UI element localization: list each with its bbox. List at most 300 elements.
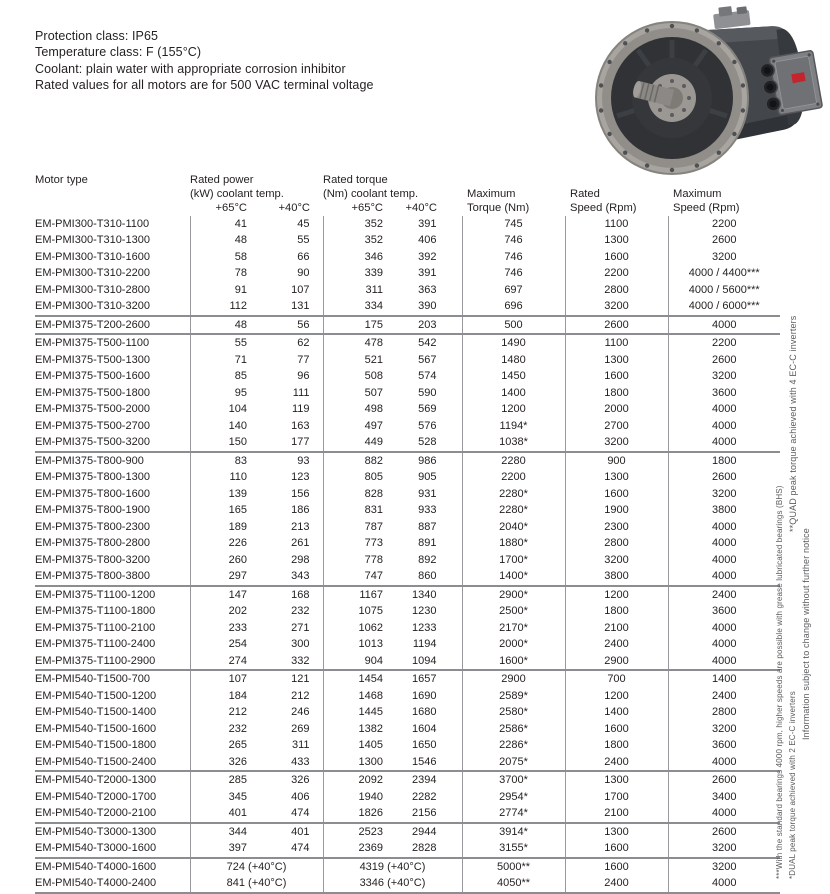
value-cell: 203	[395, 316, 462, 335]
value-cell: 1600	[565, 721, 668, 738]
value-cell: 1600	[565, 249, 668, 266]
value-cell: 3700*	[462, 771, 565, 789]
value-cell: 345	[228, 790, 247, 803]
value-cell: 500	[462, 316, 565, 335]
value-cell: 1230	[395, 603, 462, 620]
value-cell: 334	[364, 300, 383, 313]
table-row	[35, 452, 780, 470]
table-row	[35, 469, 780, 486]
value-cell: 2800	[565, 535, 668, 552]
value-cell: 1405	[358, 739, 383, 752]
value-cell: 45	[260, 216, 323, 233]
value-cell: 931	[395, 486, 462, 503]
value-cell: 1800	[565, 603, 668, 620]
value-cell: 1900	[565, 502, 668, 519]
value-cell: 156	[260, 486, 323, 503]
motor-type-cell: EM-PMI375-T800-900	[35, 452, 190, 470]
value-cell: 1194*	[462, 418, 565, 435]
value-cell: 406	[260, 789, 323, 806]
value-cell: 1800	[668, 452, 780, 470]
value-cell: 1300	[358, 755, 383, 768]
col-max-torque: Maximum	[467, 187, 516, 200]
value-cell: 326	[228, 755, 247, 768]
value-cell: 147	[190, 586, 260, 604]
value-cell: 3200	[565, 434, 668, 452]
value-cell: 71	[234, 353, 247, 366]
motor-type-cell: EM-PMI375-T1100-1800	[35, 603, 190, 620]
value-cell: 260	[228, 553, 247, 566]
value-cell: 887	[395, 519, 462, 536]
value-cell: 2600	[668, 823, 780, 841]
value-cell: 311	[260, 737, 323, 754]
value-cell: 1300	[565, 352, 668, 369]
value-cell: 2580*	[462, 704, 565, 721]
motor-type-cell: EM-PMI375-T1100-2400	[35, 636, 190, 653]
value-cell: 528	[395, 434, 462, 452]
value-cell: 1800	[565, 385, 668, 402]
table-row	[35, 418, 780, 435]
table-row	[35, 805, 780, 823]
col-rated-power: Rated power	[190, 174, 254, 186]
value-cell: 2586*	[462, 721, 565, 738]
value-cell: 2800	[712, 706, 737, 719]
value-cell: 2280*	[462, 486, 565, 503]
value-cell: 1600*	[462, 653, 565, 671]
value-cell: 1200	[565, 688, 668, 705]
value-cell: 2600	[712, 471, 737, 484]
value-cell: 3200	[712, 487, 737, 500]
table-row	[35, 265, 780, 282]
value-cell: 1800	[565, 737, 668, 754]
value-cell: 569	[395, 401, 462, 418]
value-cell: 1600	[565, 858, 668, 876]
value-cell: 2040*	[462, 519, 565, 536]
table-row	[35, 352, 780, 369]
value-cell: 724 (+40°C)	[190, 858, 323, 876]
value-cell: 2200	[668, 334, 780, 352]
value-cell: 4000	[712, 419, 737, 432]
value-cell: 805	[364, 471, 383, 484]
value-cell: 778	[364, 553, 383, 566]
value-cell: 1700*	[462, 552, 565, 569]
value-cell: 2600	[712, 234, 737, 247]
value-cell: 1075	[358, 605, 383, 618]
motor-group-3	[35, 452, 780, 586]
value-cell: 48	[190, 316, 260, 335]
footnote-info-notice: Information subject to change without further notice	[801, 528, 811, 740]
value-cell: 746	[462, 249, 565, 266]
value-cell: 2156	[395, 805, 462, 823]
value-cell: 4000 / 4400***	[688, 267, 760, 280]
table-row	[35, 298, 780, 316]
value-cell: 2944	[395, 823, 462, 841]
value-cell: 567	[395, 352, 462, 369]
value-cell: 1200	[462, 401, 565, 418]
value-cell: 2300	[565, 519, 668, 536]
motor-group-0	[35, 216, 780, 316]
value-cell: 2200	[565, 265, 668, 282]
table-row	[35, 789, 780, 806]
col-max-speed: Maximum	[673, 187, 722, 200]
value-cell: 1100	[565, 216, 668, 233]
motor-type-cell: EM-PMI375-T1100-2900	[35, 653, 190, 671]
value-cell: 271	[260, 620, 323, 637]
value-cell: 1400	[565, 704, 668, 721]
table-row	[35, 840, 780, 858]
value-cell: 213	[260, 519, 323, 536]
rated-values-line: Rated values for all motors are for 500 VAC terminal voltage	[35, 78, 374, 93]
value-cell: 107	[190, 670, 260, 688]
value-cell: 246	[260, 704, 323, 721]
table-row	[35, 653, 780, 671]
value-cell: 697	[462, 282, 565, 299]
col-max-speed-unit: Speed (Rpm)	[673, 201, 740, 214]
value-cell: 119	[260, 401, 323, 418]
value-cell: 2600	[668, 771, 780, 789]
value-cell: 2200	[462, 469, 565, 486]
motor-type-cell: EM-PMI375-T800-2800	[35, 535, 190, 552]
motor-type-cell: EM-PMI300-T310-3200	[35, 298, 190, 316]
value-cell: 140	[228, 419, 247, 432]
value-cell: 892	[395, 552, 462, 569]
value-cell: 363	[395, 282, 462, 299]
value-cell: 391	[395, 216, 462, 233]
table-row	[35, 401, 780, 418]
value-cell: 177	[260, 434, 323, 452]
value-cell: 3914*	[462, 823, 565, 841]
value-cell: 2400	[565, 636, 668, 653]
value-cell: 497	[364, 419, 383, 432]
spec-table	[35, 174, 780, 894]
value-cell: 326	[260, 771, 323, 789]
value-cell: 397	[228, 842, 247, 855]
value-cell: 56	[260, 316, 323, 335]
value-cell: 2828	[395, 840, 462, 858]
value-cell: 4000	[712, 436, 737, 449]
table-row	[35, 688, 780, 705]
value-cell: 261	[260, 535, 323, 552]
value-cell: 1468	[358, 689, 383, 702]
value-cell: 232	[228, 722, 247, 735]
value-cell: 1233	[395, 620, 462, 637]
value-cell: 2100	[565, 805, 668, 823]
value-cell: 226	[228, 537, 247, 550]
col-power-65: +65°C	[215, 201, 247, 214]
value-cell: 343	[260, 568, 323, 586]
value-cell: 344	[190, 823, 260, 841]
motor-front-face	[596, 22, 748, 174]
value-cell: 163	[260, 418, 323, 435]
table-row	[35, 875, 780, 893]
value-cell: 2170*	[462, 620, 565, 637]
table-row	[35, 771, 780, 789]
value-cell: 110	[229, 471, 247, 484]
value-cell: 165	[228, 504, 247, 517]
value-cell: 2700	[565, 418, 668, 435]
table-row	[35, 586, 780, 604]
motor-type-cell: EM-PMI375-T500-2700	[35, 418, 190, 435]
value-cell: 2394	[395, 771, 462, 789]
value-cell: 787	[364, 520, 383, 533]
value-cell: 3200	[712, 370, 737, 383]
value-cell: 2900	[565, 653, 668, 671]
table-row	[35, 823, 780, 841]
table-row	[35, 368, 780, 385]
value-cell: 1600	[565, 840, 668, 858]
table-row	[35, 385, 780, 402]
value-cell: 2954*	[462, 789, 565, 806]
motor-type-cell: EM-PMI540-T1500-2400	[35, 754, 190, 772]
motor-type-cell: EM-PMI540-T2000-1300	[35, 771, 190, 789]
value-cell: 449	[364, 436, 383, 449]
table-row	[35, 502, 780, 519]
col-power-40: +40°C	[278, 201, 310, 214]
table-row	[35, 334, 780, 352]
value-cell: 121	[260, 670, 323, 688]
value-cell: 2900*	[462, 586, 565, 604]
value-cell: 298	[260, 552, 323, 569]
value-cell: 4050**	[462, 875, 565, 893]
value-cell: 1450	[462, 368, 565, 385]
value-cell: 3600	[712, 386, 737, 399]
value-cell: 1038*	[462, 434, 565, 452]
value-cell: 390	[395, 298, 462, 316]
value-cell: 233	[228, 621, 247, 634]
value-cell: 1400*	[462, 568, 565, 586]
value-cell: 3155*	[462, 840, 565, 858]
value-cell: 311	[365, 283, 383, 296]
motor-type-cell: EM-PMI540-T1500-700	[35, 670, 190, 688]
motor-type-cell: EM-PMI375-T500-1600	[35, 368, 190, 385]
value-cell: 1062	[358, 621, 383, 634]
value-cell: 107	[260, 282, 323, 299]
value-cell: 542	[395, 334, 462, 352]
col-motor-type: Motor type	[35, 174, 88, 186]
value-cell: 4000	[712, 570, 737, 583]
value-cell: 285	[190, 771, 260, 789]
value-cell: 4000	[712, 553, 737, 566]
motor-type-cell: EM-PMI375-T500-1100	[35, 334, 190, 352]
motor-type-cell: EM-PMI540-T4000-2400	[35, 875, 190, 893]
value-cell: 4319 (+40°C)	[323, 858, 462, 876]
value-cell: 508	[364, 370, 383, 383]
value-cell: 265	[228, 739, 247, 752]
value-cell: 2523	[323, 823, 395, 841]
col-max-torque-unit: Torque (Nm)	[467, 201, 530, 214]
value-cell: 1400	[462, 385, 565, 402]
value-cell: 1700	[565, 789, 668, 806]
value-cell: 4000 / 5600***	[688, 283, 760, 296]
value-cell: 590	[395, 385, 462, 402]
value-cell: 2200	[712, 217, 737, 230]
value-cell: 4000	[712, 755, 737, 768]
table-row	[35, 737, 780, 754]
protection-class-line: Protection class: IP65	[35, 29, 159, 43]
value-cell: 202	[228, 605, 247, 618]
motor-group-8	[35, 858, 780, 893]
col-rated-speed: Rated	[570, 187, 600, 200]
value-cell: 746	[462, 265, 565, 282]
value-cell: 232	[260, 603, 323, 620]
value-cell: 1194	[395, 636, 462, 653]
value-cell: 274	[228, 654, 247, 667]
value-cell: 3200	[565, 298, 668, 316]
value-cell: 1300	[565, 469, 668, 486]
footnote-dual: *DUAL peak torque achieved with 2 EC-C inverters	[788, 691, 797, 879]
value-cell: 2900	[462, 670, 565, 688]
motor-type-cell: EM-PMI375-T800-3200	[35, 552, 190, 569]
motor-type-cell: EM-PMI375-T800-1600	[35, 486, 190, 503]
value-cell: 2400	[565, 875, 668, 893]
value-cell: 401	[260, 823, 323, 841]
motor-type-cell: EM-PMI300-T310-1300	[35, 232, 190, 249]
temperature-class-line: Temperature class: F (155°C)	[35, 45, 202, 60]
motor-group-6	[35, 771, 780, 823]
value-cell: 391	[395, 265, 462, 282]
value-cell: 112	[229, 300, 247, 313]
value-cell: 1657	[395, 670, 462, 688]
table-row	[35, 519, 780, 536]
value-cell: 212	[228, 706, 247, 719]
table-row	[35, 434, 780, 452]
value-cell: 478	[323, 334, 395, 352]
value-cell: 4000	[712, 403, 737, 416]
value-cell: 131	[260, 298, 323, 316]
value-cell: 747	[364, 570, 383, 583]
col-torque-40: +40°C	[405, 201, 437, 214]
value-cell: 1940	[358, 790, 383, 803]
motor-type-cell: EM-PMI375-T800-1900	[35, 502, 190, 519]
value-cell: 507	[364, 386, 383, 399]
value-cell: 78	[234, 267, 247, 280]
value-cell: 2280*	[462, 502, 565, 519]
value-cell: 1880*	[462, 535, 565, 552]
value-cell: 2000*	[462, 636, 565, 653]
motor-type-cell: EM-PMI375-T800-3800	[35, 568, 190, 586]
value-cell: 55	[260, 232, 323, 249]
value-cell: 773	[364, 537, 383, 550]
value-cell: 401	[228, 807, 247, 820]
value-cell: 212	[260, 688, 323, 705]
value-cell: 2282	[395, 789, 462, 806]
motor-group-5	[35, 670, 780, 771]
motor-type-cell: EM-PMI375-T800-2300	[35, 519, 190, 536]
value-cell: 1167	[323, 586, 395, 604]
table-row	[35, 552, 780, 569]
value-cell: 746	[462, 232, 565, 249]
value-cell: 2400	[712, 689, 737, 702]
value-cell: 4000 / 6000***	[688, 300, 760, 313]
spec-summary	[35, 28, 374, 94]
value-cell: 1200	[565, 586, 668, 604]
value-cell: 392	[395, 249, 462, 266]
value-cell: 1382	[358, 722, 383, 735]
motor-type-cell: EM-PMI375-T500-1800	[35, 385, 190, 402]
value-cell: 104	[228, 403, 247, 416]
col-rated-torque-sub: (Nm) coolant temp.	[323, 187, 419, 200]
value-cell: 2600	[712, 353, 737, 366]
motor-group-7	[35, 823, 780, 858]
value-cell: 175	[323, 316, 395, 335]
value-cell: 900	[565, 452, 668, 470]
table-row	[35, 704, 780, 721]
value-cell: 55	[190, 334, 260, 352]
motor-type-cell: EM-PMI540-T3000-1600	[35, 840, 190, 858]
table-row	[35, 620, 780, 637]
col-rated-torque: Rated torque	[323, 174, 388, 186]
motor-type-cell: EM-PMI375-T1100-2100	[35, 620, 190, 637]
value-cell: 2280	[462, 452, 565, 470]
value-cell: 3600	[712, 739, 737, 752]
motor-photo	[594, 4, 830, 168]
value-cell: 905	[395, 469, 462, 486]
value-cell: 186	[260, 502, 323, 519]
value-cell: 85	[234, 370, 247, 383]
value-cell: 2000	[565, 401, 668, 418]
value-cell: 841 (+40°C)	[190, 875, 323, 893]
value-cell: 48	[234, 234, 247, 247]
value-cell: 4000	[712, 537, 737, 550]
value-cell: 1546	[395, 754, 462, 772]
value-cell: 1300	[565, 232, 668, 249]
value-cell: 1340	[395, 586, 462, 604]
value-cell: 2600	[565, 316, 668, 335]
value-cell: 5000**	[462, 858, 565, 876]
value-cell: 3600	[712, 605, 737, 618]
value-cell: 352	[364, 234, 383, 247]
table-row	[35, 603, 780, 620]
value-cell: 123	[260, 469, 323, 486]
value-cell: 300	[260, 636, 323, 653]
value-cell: 1604	[395, 721, 462, 738]
value-cell: 3200	[565, 552, 668, 569]
value-cell: 1600	[565, 486, 668, 503]
value-cell: 4000	[712, 638, 737, 651]
value-cell: 1013	[358, 638, 383, 651]
value-cell: 4000	[668, 316, 780, 335]
value-cell: 986	[395, 452, 462, 470]
motor-type-cell: EM-PMI375-T1100-1200	[35, 586, 190, 604]
value-cell: 933	[395, 502, 462, 519]
value-cell: 41	[234, 217, 247, 230]
motor-type-cell: EM-PMI540-T4000-1600	[35, 858, 190, 876]
value-cell: 254	[228, 638, 247, 651]
value-cell: 111	[260, 385, 323, 402]
motor-type-cell: EM-PMI300-T310-2200	[35, 265, 190, 282]
value-cell: 4000	[712, 621, 737, 634]
motor-type-cell: EM-PMI540-T2000-2100	[35, 805, 190, 823]
value-cell: 2100	[565, 620, 668, 637]
motor-type-cell: EM-PMI375-T200-2600	[35, 316, 190, 335]
value-cell: 1400	[668, 670, 780, 688]
motor-type-cell: EM-PMI375-T500-1300	[35, 352, 190, 369]
motor-type-cell: EM-PMI375-T800-1300	[35, 469, 190, 486]
table-row	[35, 282, 780, 299]
table-row	[35, 636, 780, 653]
table-row	[35, 232, 780, 249]
value-cell: 66	[260, 249, 323, 266]
value-cell: 406	[395, 232, 462, 249]
table-row	[35, 670, 780, 688]
value-cell: 891	[395, 535, 462, 552]
value-cell: 189	[228, 520, 247, 533]
value-cell: 4000	[712, 807, 737, 820]
value-cell: 576	[395, 418, 462, 435]
motor-group-2	[35, 334, 780, 452]
value-cell: 860	[395, 568, 462, 586]
value-cell: 498	[364, 403, 383, 416]
motor-type-cell: EM-PMI540-T2000-1700	[35, 789, 190, 806]
